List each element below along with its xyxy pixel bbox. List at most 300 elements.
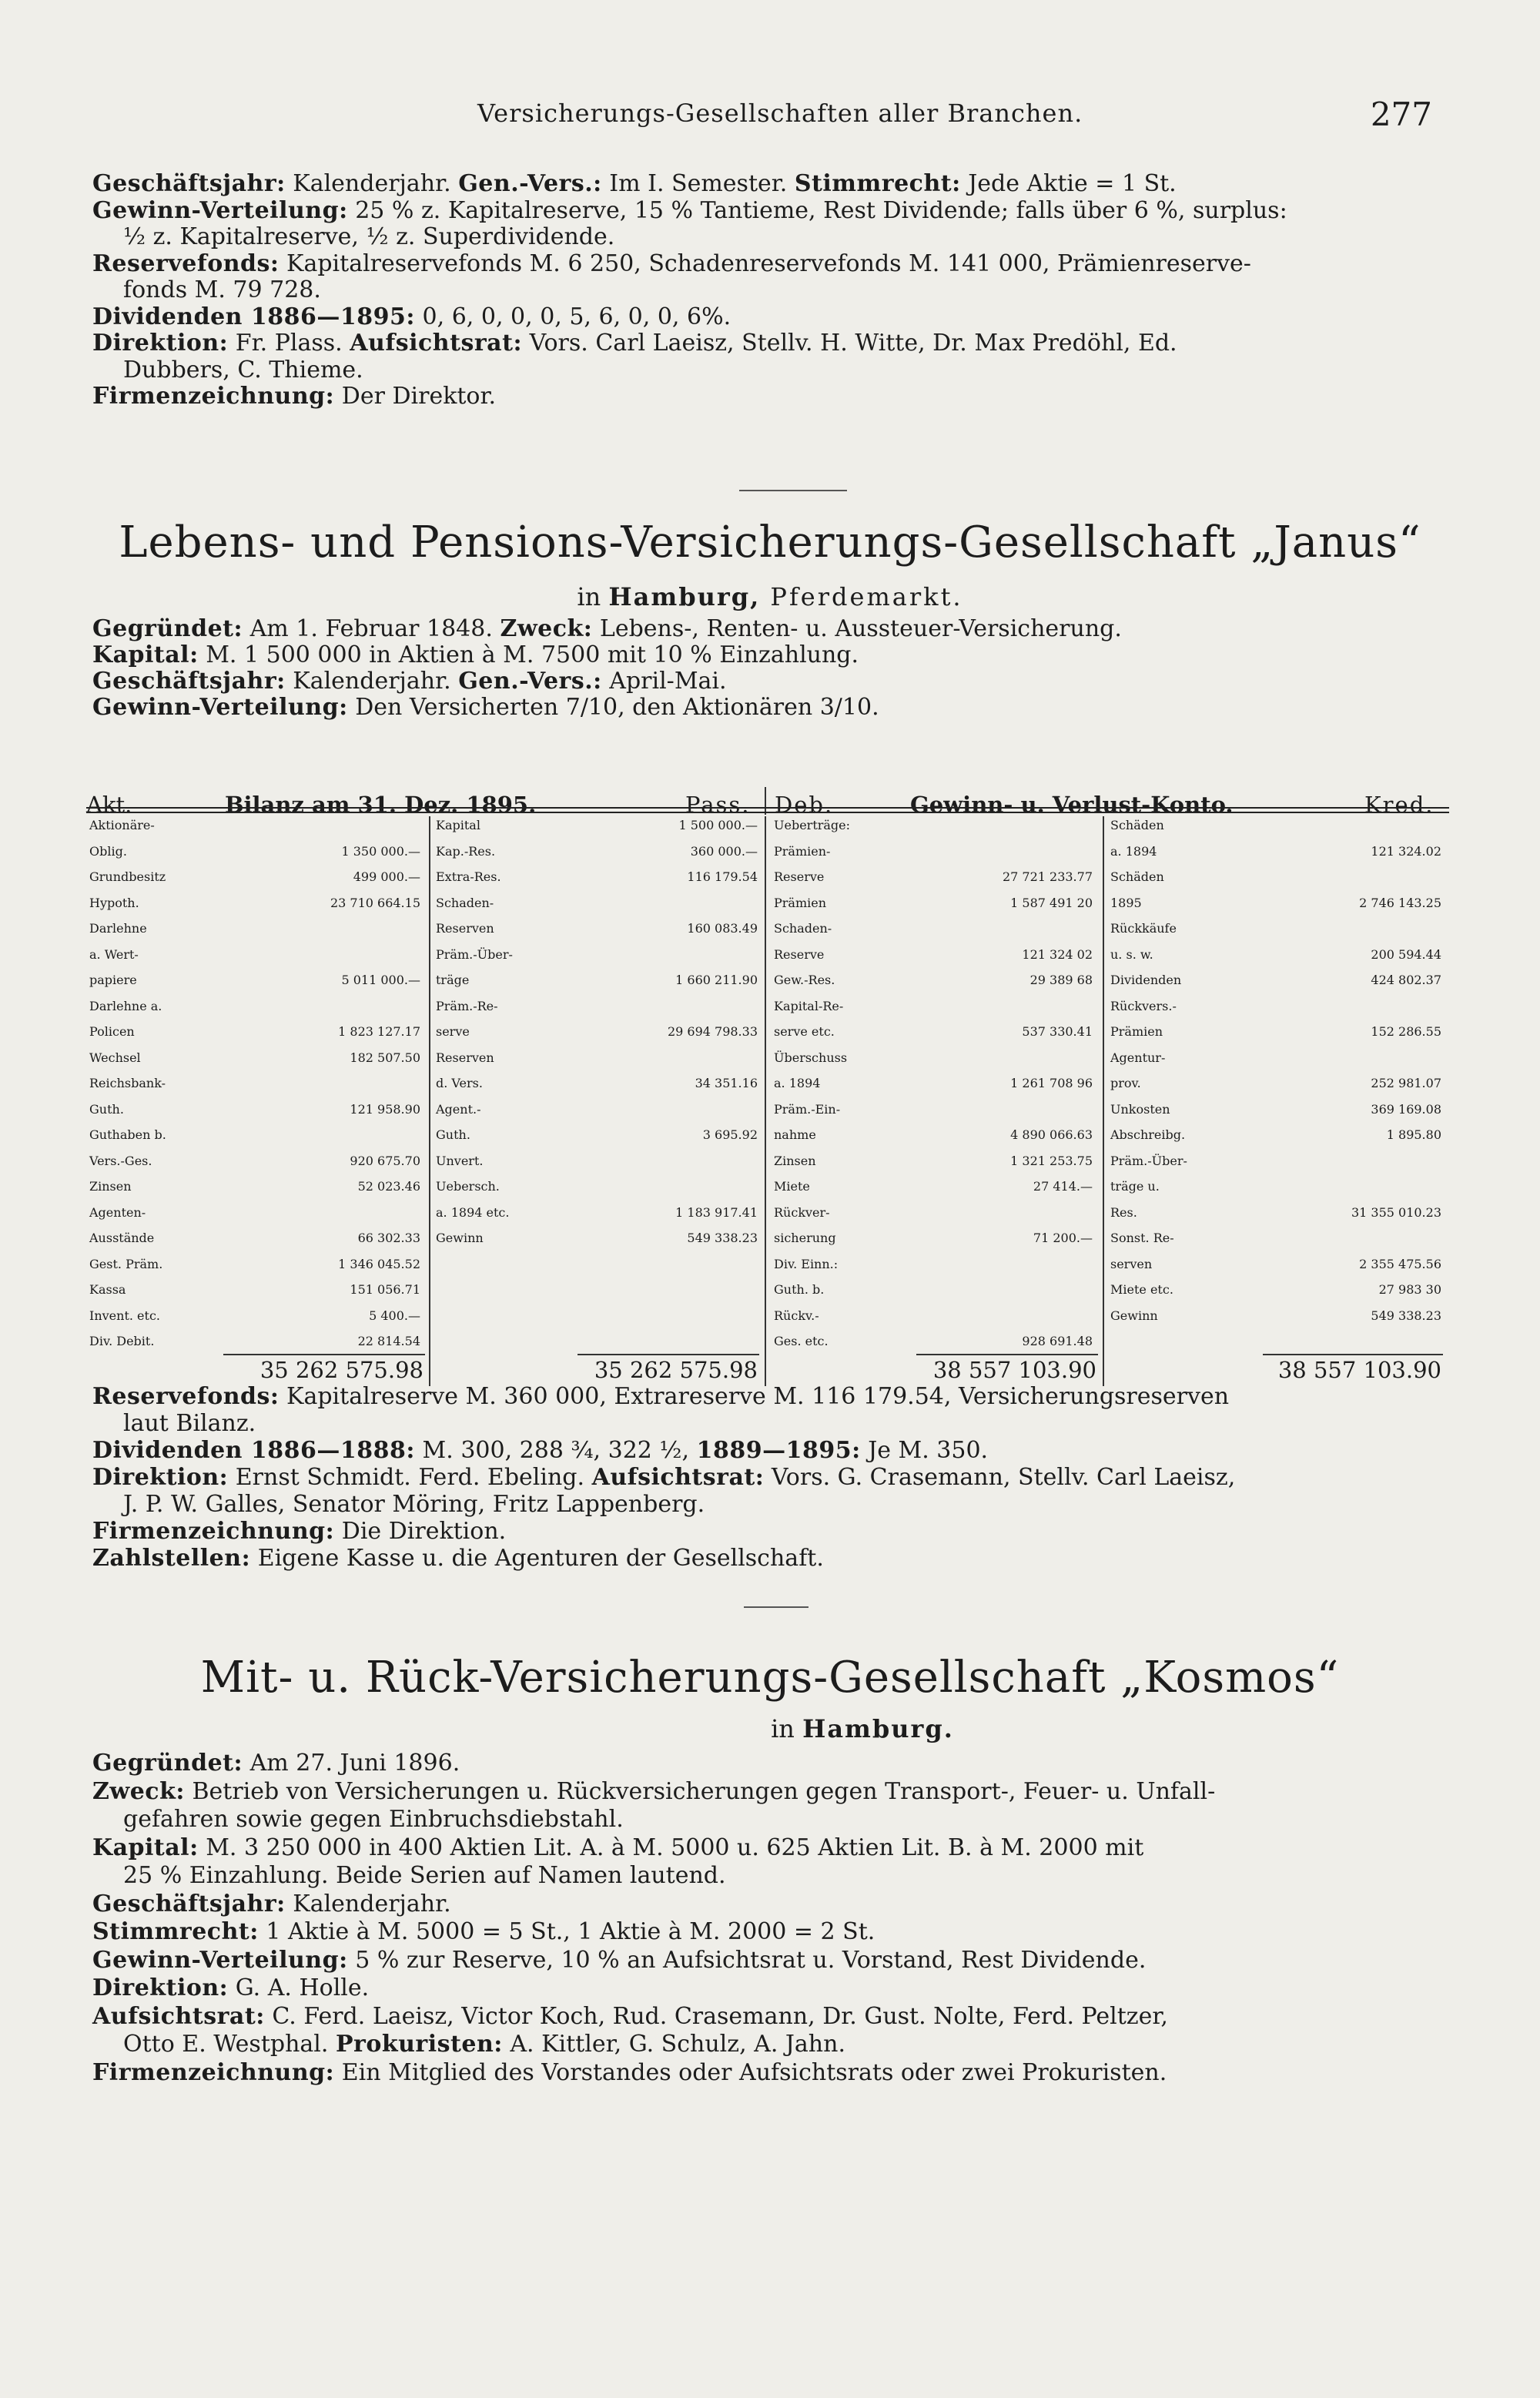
- balance-row-label: Agenten-: [89, 1204, 146, 1220]
- previous-company-entry: [92, 171, 1448, 410]
- text-line: [92, 1464, 1448, 1491]
- balance-row-label: serve etc.: [774, 1024, 835, 1039]
- balance-row-amount: 29 389 68: [1029, 973, 1093, 987]
- balance-row-label: Schaden-: [436, 895, 494, 910]
- balance-row: [774, 818, 1097, 844]
- field-value: M. 1 500 000 in Aktien à M. 7500 mit 10 % Einzahlung.: [198, 641, 859, 668]
- balance-row-label: Unvert.: [436, 1153, 484, 1168]
- debet-column: [774, 818, 1097, 1360]
- balance-row: [774, 1334, 1097, 1360]
- balance-row: [774, 1282, 1097, 1308]
- text-line: [92, 1862, 1448, 1891]
- balance-row: [1110, 1257, 1441, 1283]
- field-label: Gewinn-Verteilung:: [92, 694, 348, 721]
- balance-row-label: Sonst. Re-: [1110, 1231, 1174, 1245]
- balance-row: [1110, 1076, 1441, 1102]
- text-line: [92, 357, 1448, 384]
- balance-row-label: Ausstände: [89, 1231, 155, 1245]
- janus-location-in: in: [577, 582, 609, 611]
- balance-row-label: Zinsen: [774, 1153, 816, 1168]
- balance-row: [89, 818, 420, 844]
- balance-row-amount: 1 823 127.17: [338, 1024, 420, 1039]
- balance-row-label: Oblig.: [89, 843, 127, 859]
- kredit-column: [1110, 818, 1441, 1334]
- balance-row-amount: 121 324.02: [1371, 843, 1441, 859]
- kredit-total: 38 557 103.90: [1277, 1357, 1441, 1383]
- field-value: Kapitalreservefonds M. 6 250, Schadenreservefonds M. 141 000, Prämienreserve-: [279, 250, 1251, 277]
- balance-row-amount: 29 694 798.33: [667, 1024, 758, 1039]
- balance-row: [89, 1334, 420, 1360]
- balance-row: [774, 999, 1097, 1025]
- balance-row-label: Gewinn: [1110, 1308, 1158, 1323]
- balance-row: [89, 844, 420, 870]
- line-continuation: 25 % Einzahlung. Beide Serien auf Namen lautend.: [123, 1862, 726, 1889]
- line-continuation: laut Bilanz.: [123, 1410, 256, 1437]
- text-line: [92, 1750, 1448, 1778]
- balance-row-label: Dividenden: [1110, 973, 1182, 987]
- balance-row-label: Prämien: [774, 895, 827, 910]
- field-value: Die Direktion.: [334, 1518, 507, 1545]
- balance-row: [1110, 1154, 1441, 1180]
- balance-row-label: Schaden-: [774, 921, 832, 936]
- balance-row-label: sicherung: [774, 1231, 836, 1245]
- balance-row-amount: 2 355 475.56: [1359, 1256, 1441, 1271]
- balance-row-label: u. s. w.: [1110, 946, 1153, 962]
- balance-row-label: Präm.-Über-: [1110, 1153, 1187, 1168]
- field-label: Aufsichtsrat:: [92, 2002, 265, 2030]
- balance-row-label: Guth.: [89, 1101, 124, 1117]
- balance-row: [1110, 999, 1441, 1025]
- text-line: [92, 1947, 1448, 1975]
- balance-row-label: Prämien-: [774, 843, 831, 859]
- balance-row: [436, 1102, 758, 1128]
- janus-company-title: Lebens- und Pensions-Versicherungs-Gesellschaft „Janus“: [119, 517, 1421, 568]
- balance-row: [1110, 896, 1441, 922]
- balance-row: [436, 1127, 758, 1154]
- field-label: Dividenden 1886—1895:: [92, 303, 416, 330]
- debet-total-rule: [916, 1354, 1098, 1355]
- field-value: M. 3 250 000 in 400 Aktien Lit. A. à M. 5000 u. 625 Aktien Lit. B. à M. 2000 mit: [198, 1834, 1144, 1861]
- text-line: [92, 2003, 1448, 2031]
- balance-row: [436, 999, 758, 1025]
- balance-row: [774, 1179, 1097, 1205]
- balance-row: [436, 1205, 758, 1231]
- balance-row: [89, 1231, 420, 1257]
- balance-row: [436, 1231, 758, 1257]
- balance-row-amount: 928 691.48: [1022, 1334, 1093, 1348]
- balance-row-label: Guth. b.: [774, 1282, 825, 1297]
- balance-row: [774, 1154, 1097, 1180]
- field-value: 5 % zur Reserve, 10 % an Aufsichtsrat u. Vorstand, Rest Dividende.: [347, 1946, 1147, 1974]
- field-label: Gegründet:: [92, 615, 243, 642]
- balance-row: [89, 869, 420, 896]
- column-divider: [1103, 816, 1104, 1386]
- line-continuation: gefahren sowie gegen Einbruchsdiebstahl.: [123, 1806, 624, 1833]
- aktiva-total: 35 262 575.98: [259, 1357, 424, 1383]
- balance-row-amount: 182 507.50: [350, 1050, 420, 1065]
- balance-row-amount: 5 011 000.—: [341, 973, 420, 987]
- balance-row-label: papiere: [89, 973, 137, 987]
- field-value: Je M. 350.: [860, 1437, 989, 1464]
- balance-row-amount: 3 695.92: [702, 1127, 758, 1142]
- kosmos-info: [92, 1750, 1448, 2087]
- balance-row-label: Reserve: [774, 869, 825, 884]
- balance-row-label: prov.: [1110, 1076, 1141, 1090]
- balance-row-label: nahme: [774, 1127, 816, 1142]
- balance-row-label: Überschuss: [774, 1050, 848, 1065]
- balance-row-label: Kap.-Res.: [436, 843, 496, 859]
- balance-row: [436, 818, 758, 844]
- field-label: Dividenden 1886—1888:: [92, 1437, 416, 1464]
- field-value: Am 1. Februar 1848.: [243, 615, 500, 642]
- field-label: Gegründet:: [92, 1750, 243, 1777]
- balance-row: [774, 1102, 1097, 1128]
- balance-row-amount: 1 321 253.75: [1010, 1153, 1093, 1168]
- text-line: [92, 1491, 1448, 1518]
- balance-row-label: Vers.-Ges.: [89, 1153, 152, 1168]
- balance-row: [89, 1282, 420, 1308]
- balance-row-amount: 920 675.70: [350, 1153, 420, 1168]
- balance-row-amount: 71 200.—: [1033, 1231, 1093, 1245]
- janus-street: Pferdemarkt.: [760, 582, 963, 611]
- balance-row-label: Miete etc.: [1110, 1282, 1173, 1297]
- balance-row: [89, 1205, 420, 1231]
- field-label: Zahlstellen:: [92, 1545, 251, 1572]
- balance-row: [1110, 1127, 1441, 1154]
- text-line: [92, 1891, 1448, 1919]
- balance-row: [774, 1257, 1097, 1283]
- balance-row-amount: 200 594.44: [1371, 946, 1441, 962]
- balance-row-amount: 1 500 000.—: [678, 818, 758, 832]
- balance-row-amount: 2 746 143.25: [1359, 895, 1441, 910]
- text-line: [92, 304, 1448, 331]
- field-value: Am 27. Juni 1896.: [243, 1750, 460, 1777]
- balance-row-amount: 1 346 045.52: [338, 1256, 420, 1271]
- text-line: [92, 616, 1448, 642]
- field-value: G. A. Holle.: [228, 1974, 370, 2001]
- passiva-total: 35 262 575.98: [594, 1357, 758, 1383]
- balance-row: [774, 1127, 1097, 1154]
- balance-row-label: Unkosten: [1110, 1101, 1170, 1117]
- balance-row-amount: 1 261 708 96: [1010, 1076, 1093, 1090]
- balance-row-amount: 151 056.71: [350, 1282, 420, 1297]
- balance-row-amount: 360 000.—: [690, 843, 758, 859]
- balance-row-label: serve: [436, 1024, 470, 1039]
- balance-row: [1110, 818, 1441, 844]
- balance-row: [89, 947, 420, 973]
- balance-row-label: Extra-Res.: [436, 869, 501, 884]
- balance-row: [774, 869, 1097, 896]
- line-continuation: J. P. W. Galles, Senator Möring, Fritz Lappenberg.: [123, 1491, 705, 1518]
- balance-row: [436, 1024, 758, 1050]
- field-value: Fr. Plass.: [228, 330, 350, 357]
- balance-row-amount: 27 983 30: [1378, 1282, 1441, 1297]
- balance-row: [1110, 1308, 1441, 1335]
- passiva-column: [436, 818, 758, 1257]
- balance-row: [1110, 869, 1441, 896]
- field-label: Zweck:: [92, 1777, 185, 1805]
- balance-row: [774, 896, 1097, 922]
- balance-row-amount: 5 400.—: [369, 1308, 420, 1323]
- balance-row: [1110, 921, 1441, 947]
- field-value: Ein Mitglied des Vorstandes oder Aufsichtsrats oder zwei Prokuristen.: [334, 2058, 1167, 2086]
- field-value: C. Ferd. Laeisz, Victor Koch, Rud. Crasemann, Dr. Gust. Nolte, Ferd. Peltzer,: [264, 2002, 1168, 2030]
- kosmos-company-title: Mit- u. Rück-Versicherungs-Gesellschaft „Kosmos“: [200, 1653, 1340, 1703]
- balance-row-label: Ges. etc.: [774, 1334, 829, 1348]
- field-label: Gen.-Vers.:: [458, 170, 602, 197]
- kred-label: Kred.: [1364, 792, 1435, 818]
- janus-city: Hamburg,: [608, 582, 761, 611]
- balance-row: [436, 844, 758, 870]
- kosmos-location-in: in: [771, 1714, 803, 1743]
- balance-row: [89, 1257, 420, 1283]
- column-divider: [429, 816, 430, 1386]
- balance-row: [89, 1127, 420, 1154]
- text-line: [92, 642, 1448, 668]
- section-divider: [739, 490, 847, 491]
- balance-row-label: Guth.: [436, 1127, 470, 1142]
- balance-row-label: serven: [1110, 1256, 1153, 1271]
- balance-row-label: Prämien: [1110, 1024, 1163, 1039]
- field-label: Reservefonds:: [92, 1383, 280, 1410]
- aktiva-column: [89, 818, 420, 1360]
- field-value: Vors. G. Crasemann, Stellv. Carl Laeisz,: [764, 1464, 1236, 1491]
- janus-after-info: [92, 1383, 1448, 1572]
- field-label: Reservefonds:: [92, 250, 280, 277]
- balance-row: [436, 947, 758, 973]
- gv-title: Gewinn- u. Verlust-Konto.: [910, 792, 1234, 818]
- balance-row-amount: 31 355 010.23: [1351, 1204, 1441, 1220]
- field-value: April-Mai.: [601, 668, 727, 695]
- field-value: 25 % z. Kapitalreserve, 15 % Tantieme, Rest Dividende; falls über 6 %, surplus:: [347, 196, 1287, 224]
- running-title: Versicherungs-Gesellschaften aller Branchen.: [477, 99, 1083, 128]
- balance-row: [1110, 1024, 1441, 1050]
- balance-row-label: a. 1894 etc.: [436, 1204, 510, 1220]
- field-value: Kapitalreserve M. 360 000, Extrareserve M. 116 179.54, Versicherungsreserven: [279, 1383, 1230, 1410]
- field-label: Gen.-Vers.:: [458, 668, 602, 695]
- text-line: [92, 1806, 1448, 1834]
- balance-row-label: Agentur-: [1110, 1050, 1166, 1065]
- balance-row: [1110, 1102, 1441, 1128]
- balance-row: [1110, 1205, 1441, 1231]
- balance-row-label: Rückv.-: [774, 1308, 819, 1323]
- balance-row-amount: 537 330.41: [1022, 1024, 1093, 1039]
- text-line: [92, 695, 1448, 721]
- field-label: Geschäftsjahr:: [92, 1890, 286, 1917]
- balance-row: [436, 869, 758, 896]
- balance-row-label: Grundbesitz: [89, 869, 166, 884]
- balance-row: [1110, 973, 1441, 999]
- text-line: [92, 1383, 1448, 1410]
- balance-row-label: Hypoth.: [89, 895, 139, 910]
- balance-row-label: a. 1894: [1110, 843, 1157, 859]
- balance-row: [1110, 1050, 1441, 1077]
- balance-row: [89, 1154, 420, 1180]
- line-continuation: Dubbers, C. Thieme.: [123, 356, 363, 383]
- balance-row: [774, 1231, 1097, 1257]
- balance-row-label: Zinsen: [89, 1179, 132, 1194]
- balance-row-label: Kapital-Re-: [774, 998, 844, 1013]
- balance-row-label: Div. Debit.: [89, 1334, 155, 1348]
- balance-row-label: Schäden: [1110, 818, 1164, 832]
- text-line: [92, 2031, 1448, 2059]
- balance-row-label: Gest. Präm.: [89, 1256, 163, 1271]
- balance-row-label: Res.: [1110, 1204, 1137, 1220]
- field-label: Direktion:: [92, 1464, 229, 1491]
- column-divider: [765, 816, 766, 1386]
- balance-row: [89, 896, 420, 922]
- balance-row-amount: 121 324 02: [1022, 946, 1093, 962]
- balance-row-amount: 1 895.80: [1386, 1127, 1441, 1142]
- field-label: Zweck:: [500, 615, 593, 642]
- balance-row: [774, 1050, 1097, 1077]
- page-number: 277: [1370, 95, 1432, 133]
- balance-row-amount: 252 981.07: [1371, 1076, 1441, 1090]
- balance-row-label: Darlehne a.: [89, 998, 162, 1013]
- balance-row-label: Präm.-Re-: [436, 998, 498, 1013]
- balance-row: [436, 1154, 758, 1180]
- kredit-total-rule: [1263, 1354, 1443, 1355]
- kosmos-location: [92, 1714, 1448, 1743]
- debet-total: 38 557 103.90: [932, 1357, 1096, 1383]
- text-line: [92, 1545, 1448, 1572]
- balance-title: Bilanz am 31. Dez. 1895.: [225, 792, 537, 818]
- balance-row-amount: 499 000.—: [353, 869, 420, 884]
- balance-row-amount: 116 179.54: [687, 869, 758, 884]
- deb-label: Deb.: [775, 792, 834, 818]
- balance-row: [89, 1024, 420, 1050]
- balance-row-amount: 424 802.37: [1371, 973, 1441, 987]
- balance-row-amount: 4 890 066.63: [1010, 1127, 1093, 1142]
- balance-row-amount: 121 958.90: [350, 1101, 420, 1117]
- field-value: Vors. Carl Laeisz, Stellv. H. Witte, Dr. Max Predöhl, Ed.: [522, 330, 1177, 357]
- balance-row-label: Präm.-Ein-: [774, 1101, 841, 1117]
- balance-row-label: Invent. etc.: [89, 1308, 160, 1323]
- balance-row: [89, 1050, 420, 1077]
- balance-row-label: d. Vers.: [436, 1076, 483, 1090]
- balance-row: [436, 896, 758, 922]
- balance-row-amount: 549 338.23: [1371, 1308, 1441, 1323]
- field-label: Stimmrecht:: [92, 1918, 259, 1945]
- field-value: A. Kittler, G. Schulz, A. Jahn.: [502, 2031, 845, 2058]
- pass-label: Pass.: [685, 792, 751, 818]
- field-label: Firmenzeichnung:: [92, 1518, 335, 1545]
- aktiva-total-rule: [223, 1354, 425, 1355]
- field-value: Kalenderjahr.: [285, 668, 459, 695]
- balance-row: [89, 1102, 420, 1128]
- field-label: Gewinn-Verteilung:: [92, 1946, 348, 1974]
- balance-row-amount: 152 286.55: [1371, 1024, 1441, 1039]
- passiva-total-rule: [578, 1354, 759, 1355]
- field-label: Geschäftsjahr:: [92, 668, 286, 695]
- balance-row-label: Darlehne: [89, 921, 147, 936]
- field-label: Aufsichtsrat:: [591, 1464, 765, 1491]
- balance-row-label: Gew.-Res.: [774, 973, 835, 987]
- balance-row: [436, 1179, 758, 1205]
- field-value: Betrieb von Versicherungen u. Rückversicherungen gegen Transport-, Feuer- u. Unfall-: [184, 1777, 1216, 1805]
- balance-row: [774, 1308, 1097, 1335]
- balance-row: [89, 973, 420, 999]
- text-line: [92, 1410, 1448, 1437]
- field-label: Gewinn-Verteilung:: [92, 196, 348, 224]
- balance-row: [774, 1205, 1097, 1231]
- balance-row: [774, 844, 1097, 870]
- balance-row-label: Rückkäufe: [1110, 921, 1177, 936]
- balance-row: [1110, 1231, 1441, 1257]
- balance-row: [436, 921, 758, 947]
- header-double-rule: [86, 807, 1449, 813]
- field-label: Firmenzeichnung:: [92, 2058, 335, 2086]
- text-line: [92, 383, 1448, 410]
- balance-row: [1110, 844, 1441, 870]
- field-value: Eigene Kasse u. die Agenturen der Gesellschaft.: [250, 1545, 824, 1572]
- balance-row-label: 1895: [1110, 895, 1142, 910]
- balance-row-label: Agent.-: [436, 1101, 481, 1117]
- text-line: [92, 277, 1448, 304]
- field-value: M. 300, 288 ¾, 322 ½,: [415, 1437, 697, 1464]
- field-value: Kalenderjahr.: [285, 170, 459, 197]
- field-label: 1889—1895:: [696, 1437, 861, 1464]
- field-value: Jede Aktie = 1 St.: [960, 170, 1177, 197]
- text-line: [92, 668, 1448, 695]
- balance-row: [436, 1050, 758, 1077]
- field-label: Direktion:: [92, 330, 229, 357]
- balance-row-label: Rückver-: [774, 1204, 830, 1220]
- balance-row-label: Miete: [774, 1179, 810, 1194]
- balance-row-label: Reserve: [774, 946, 825, 962]
- balance-row-label: Präm.-Über-: [436, 946, 513, 962]
- balance-row-amount: 1 660 211.90: [675, 973, 758, 987]
- balance-row-label: Reserven: [436, 1050, 494, 1065]
- section-divider: [744, 1606, 808, 1608]
- balance-row: [1110, 947, 1441, 973]
- balance-row: [1110, 1282, 1441, 1308]
- balance-row-amount: 27 721 233.77: [1002, 869, 1093, 884]
- balance-row-label: Ueberträge:: [774, 818, 851, 832]
- text-line: [92, 1918, 1448, 1947]
- field-value: Ernst Schmidt. Ferd. Ebeling.: [228, 1464, 592, 1491]
- akt-label: Akt.: [86, 792, 132, 818]
- balance-row: [89, 1179, 420, 1205]
- field-label: Geschäftsjahr:: [92, 170, 286, 197]
- balance-row: [774, 947, 1097, 973]
- text-line: [92, 198, 1448, 225]
- kosmos-city: Hamburg.: [802, 1714, 954, 1743]
- balance-row-label: Wechsel: [89, 1050, 141, 1065]
- field-label: Kapital:: [92, 641, 199, 668]
- balance-row-label: Reserven: [436, 921, 494, 936]
- balance-row-label: träge: [436, 973, 470, 987]
- field-value: 0, 6, 0, 0, 0, 5, 6, 0, 0, 6%.: [415, 303, 732, 330]
- balance-row-label: Aktionäre-: [89, 818, 155, 832]
- field-label: Direktion:: [92, 1974, 229, 2001]
- balance-row-amount: 23 710 664.15: [330, 895, 420, 910]
- balance-row: [89, 1076, 420, 1102]
- balance-row-amount: 1 350 000.—: [341, 843, 420, 859]
- balance-row-amount: 34 351.16: [695, 1076, 758, 1090]
- text-line: [92, 1974, 1448, 2003]
- field-value: Im I. Semester.: [601, 170, 795, 197]
- text-line: [92, 224, 1448, 251]
- janus-info: [92, 616, 1448, 721]
- balance-row-amount: 160 083.49: [687, 921, 758, 936]
- text-line: [92, 330, 1448, 357]
- balance-row: [1110, 1179, 1441, 1205]
- field-value: Der Direktor.: [334, 383, 497, 410]
- balance-row-label: Rückvers.-: [1110, 998, 1177, 1013]
- field-label: Kapital:: [92, 1834, 199, 1861]
- balance-row: [774, 1076, 1097, 1102]
